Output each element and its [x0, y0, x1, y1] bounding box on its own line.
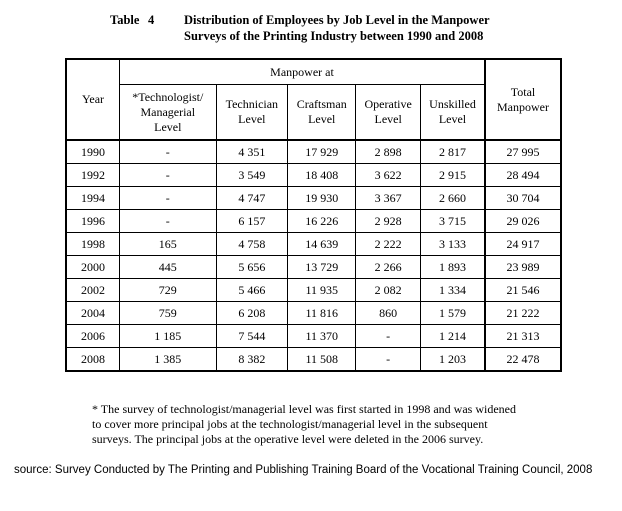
table-cell: 11 935 — [288, 279, 356, 302]
footnote-line-2: to cover more principal jobs at the technologist/managerial level in the subsequent — [92, 417, 488, 431]
year-cell: 2002 — [66, 279, 120, 302]
table-title — [184, 12, 604, 44]
year-cell: 2008 — [66, 348, 120, 372]
column-header — [356, 85, 421, 141]
table-cell: 1 893 — [421, 256, 486, 279]
table-label: Table — [110, 13, 140, 27]
table-title-line-1: Distribution of Employees by Job Level in the Manpower — [184, 13, 490, 27]
table-row — [66, 187, 561, 210]
column-header-line: Level — [154, 119, 182, 134]
column-header-line: Level — [374, 112, 402, 126]
column-header — [120, 85, 217, 141]
table-cell: 2 266 — [356, 256, 421, 279]
table-cell: 27 995 — [485, 140, 561, 164]
footnote-line-3: surveys. The principal jobs at the operative level were deleted in the 2006 survey. — [92, 432, 484, 446]
table-cell: 1 203 — [421, 348, 486, 372]
year-cell: 2000 — [66, 256, 120, 279]
table-cell: 1 185 — [120, 325, 217, 348]
table-cell: 18 408 — [288, 164, 356, 187]
table-cell: 7 544 — [216, 325, 288, 348]
table-cell: 30 704 — [485, 187, 561, 210]
table-cell: 11 816 — [288, 302, 356, 325]
table-cell: 29 026 — [485, 210, 561, 233]
table-cell: 1 334 — [421, 279, 486, 302]
table-row — [66, 233, 561, 256]
table-cell: - — [120, 140, 217, 164]
table-cell: 23 989 — [485, 256, 561, 279]
table-row — [66, 210, 561, 233]
table-cell: 14 639 — [288, 233, 356, 256]
year-cell: 2006 — [66, 325, 120, 348]
footnote — [92, 402, 572, 447]
table-row — [66, 348, 561, 372]
table-cell: 6 208 — [216, 302, 288, 325]
table-number: 4 — [148, 13, 155, 27]
table-cell: 5 656 — [216, 256, 288, 279]
table-cell: 17 929 — [288, 140, 356, 164]
table-cell: 3 715 — [421, 210, 486, 233]
table-cell: 2 928 — [356, 210, 421, 233]
table-cell: - — [120, 164, 217, 187]
table-cell: 4 758 — [216, 233, 288, 256]
table-cell: 13 729 — [288, 256, 356, 279]
table-cell: 3 367 — [356, 187, 421, 210]
table-cell: 21 546 — [485, 279, 561, 302]
table-cell: 16 226 — [288, 210, 356, 233]
table-cell: 2 082 — [356, 279, 421, 302]
table-row — [66, 325, 561, 348]
manpower-at-header: Manpower at — [120, 59, 486, 85]
table-cell: 3 133 — [421, 233, 486, 256]
footnote-line-1: * The survey of technologist/managerial level was first started in 1998 and was widened — [92, 402, 516, 416]
column-header — [288, 85, 356, 141]
total-header-line-2: Manpower — [497, 99, 549, 114]
table-cell: 3 622 — [356, 164, 421, 187]
table-cell: 2 898 — [356, 140, 421, 164]
year-cell: 2004 — [66, 302, 120, 325]
column-header-line: Technician — [225, 97, 279, 111]
table-row — [66, 279, 561, 302]
table-cell: 1 214 — [421, 325, 486, 348]
year-cell: 1990 — [66, 140, 120, 164]
column-header-line: Level — [238, 112, 266, 126]
table-cell: 1 579 — [421, 302, 486, 325]
table-cell: 24 917 — [485, 233, 561, 256]
year-header: Year — [66, 59, 120, 140]
table-row — [66, 302, 561, 325]
table-cell: 3 549 — [216, 164, 288, 187]
table-cell: 759 — [120, 302, 217, 325]
manpower-table — [65, 58, 562, 372]
table-cell: 860 — [356, 302, 421, 325]
table-cell: 6 157 — [216, 210, 288, 233]
column-header-line: Craftsman — [296, 97, 347, 111]
table-cell: 8 382 — [216, 348, 288, 372]
table-cell: 2 817 — [421, 140, 486, 164]
table-cell: 2 222 — [356, 233, 421, 256]
table-cell: 4 747 — [216, 187, 288, 210]
year-cell: 1994 — [66, 187, 120, 210]
table-cell: 21 313 — [485, 325, 561, 348]
total-header-line-1: Total — [510, 84, 536, 99]
column-header-line: Managerial — [140, 104, 196, 119]
column-header-line: Unskilled — [429, 97, 476, 111]
table-cell: 21 222 — [485, 302, 561, 325]
table-row — [66, 256, 561, 279]
table-cell: 445 — [120, 256, 217, 279]
year-cell: 1996 — [66, 210, 120, 233]
table-cell: 729 — [120, 279, 217, 302]
column-header-line: *Technologist/ — [132, 89, 204, 104]
total-manpower-header — [485, 59, 561, 140]
column-header — [216, 85, 288, 141]
table-cell: 2 915 — [421, 164, 486, 187]
year-cell: 1998 — [66, 233, 120, 256]
column-header-line: Level — [438, 112, 467, 126]
source-note: source: Survey Conducted by The Printing and Publishing Training Board of the Vocational Training Council, 2008 — [14, 464, 593, 476]
table-body — [66, 140, 561, 371]
column-header-line: Level — [308, 112, 336, 126]
table-row — [66, 140, 561, 164]
table-cell: 2 660 — [421, 187, 486, 210]
table-cell: 19 930 — [288, 187, 356, 210]
table-cell: 28 494 — [485, 164, 561, 187]
table-cell: 22 478 — [485, 348, 561, 372]
table-cell: - — [356, 348, 421, 372]
year-cell: 1992 — [66, 164, 120, 187]
table-row — [66, 164, 561, 187]
table-cell: 165 — [120, 233, 217, 256]
table-cell: - — [120, 210, 217, 233]
table-cell: 1 385 — [120, 348, 217, 372]
table-title-line-2: Surveys of the Printing Industry between 1990 and 2008 — [184, 29, 484, 43]
column-header — [421, 85, 486, 141]
table-cell: - — [356, 325, 421, 348]
table-cell: 5 466 — [216, 279, 288, 302]
table-cell: - — [120, 187, 217, 210]
table-cell: 11 370 — [288, 325, 356, 348]
table-cell: 11 508 — [288, 348, 356, 372]
column-header-line: Operative — [364, 97, 412, 111]
table-cell: 4 351 — [216, 140, 288, 164]
